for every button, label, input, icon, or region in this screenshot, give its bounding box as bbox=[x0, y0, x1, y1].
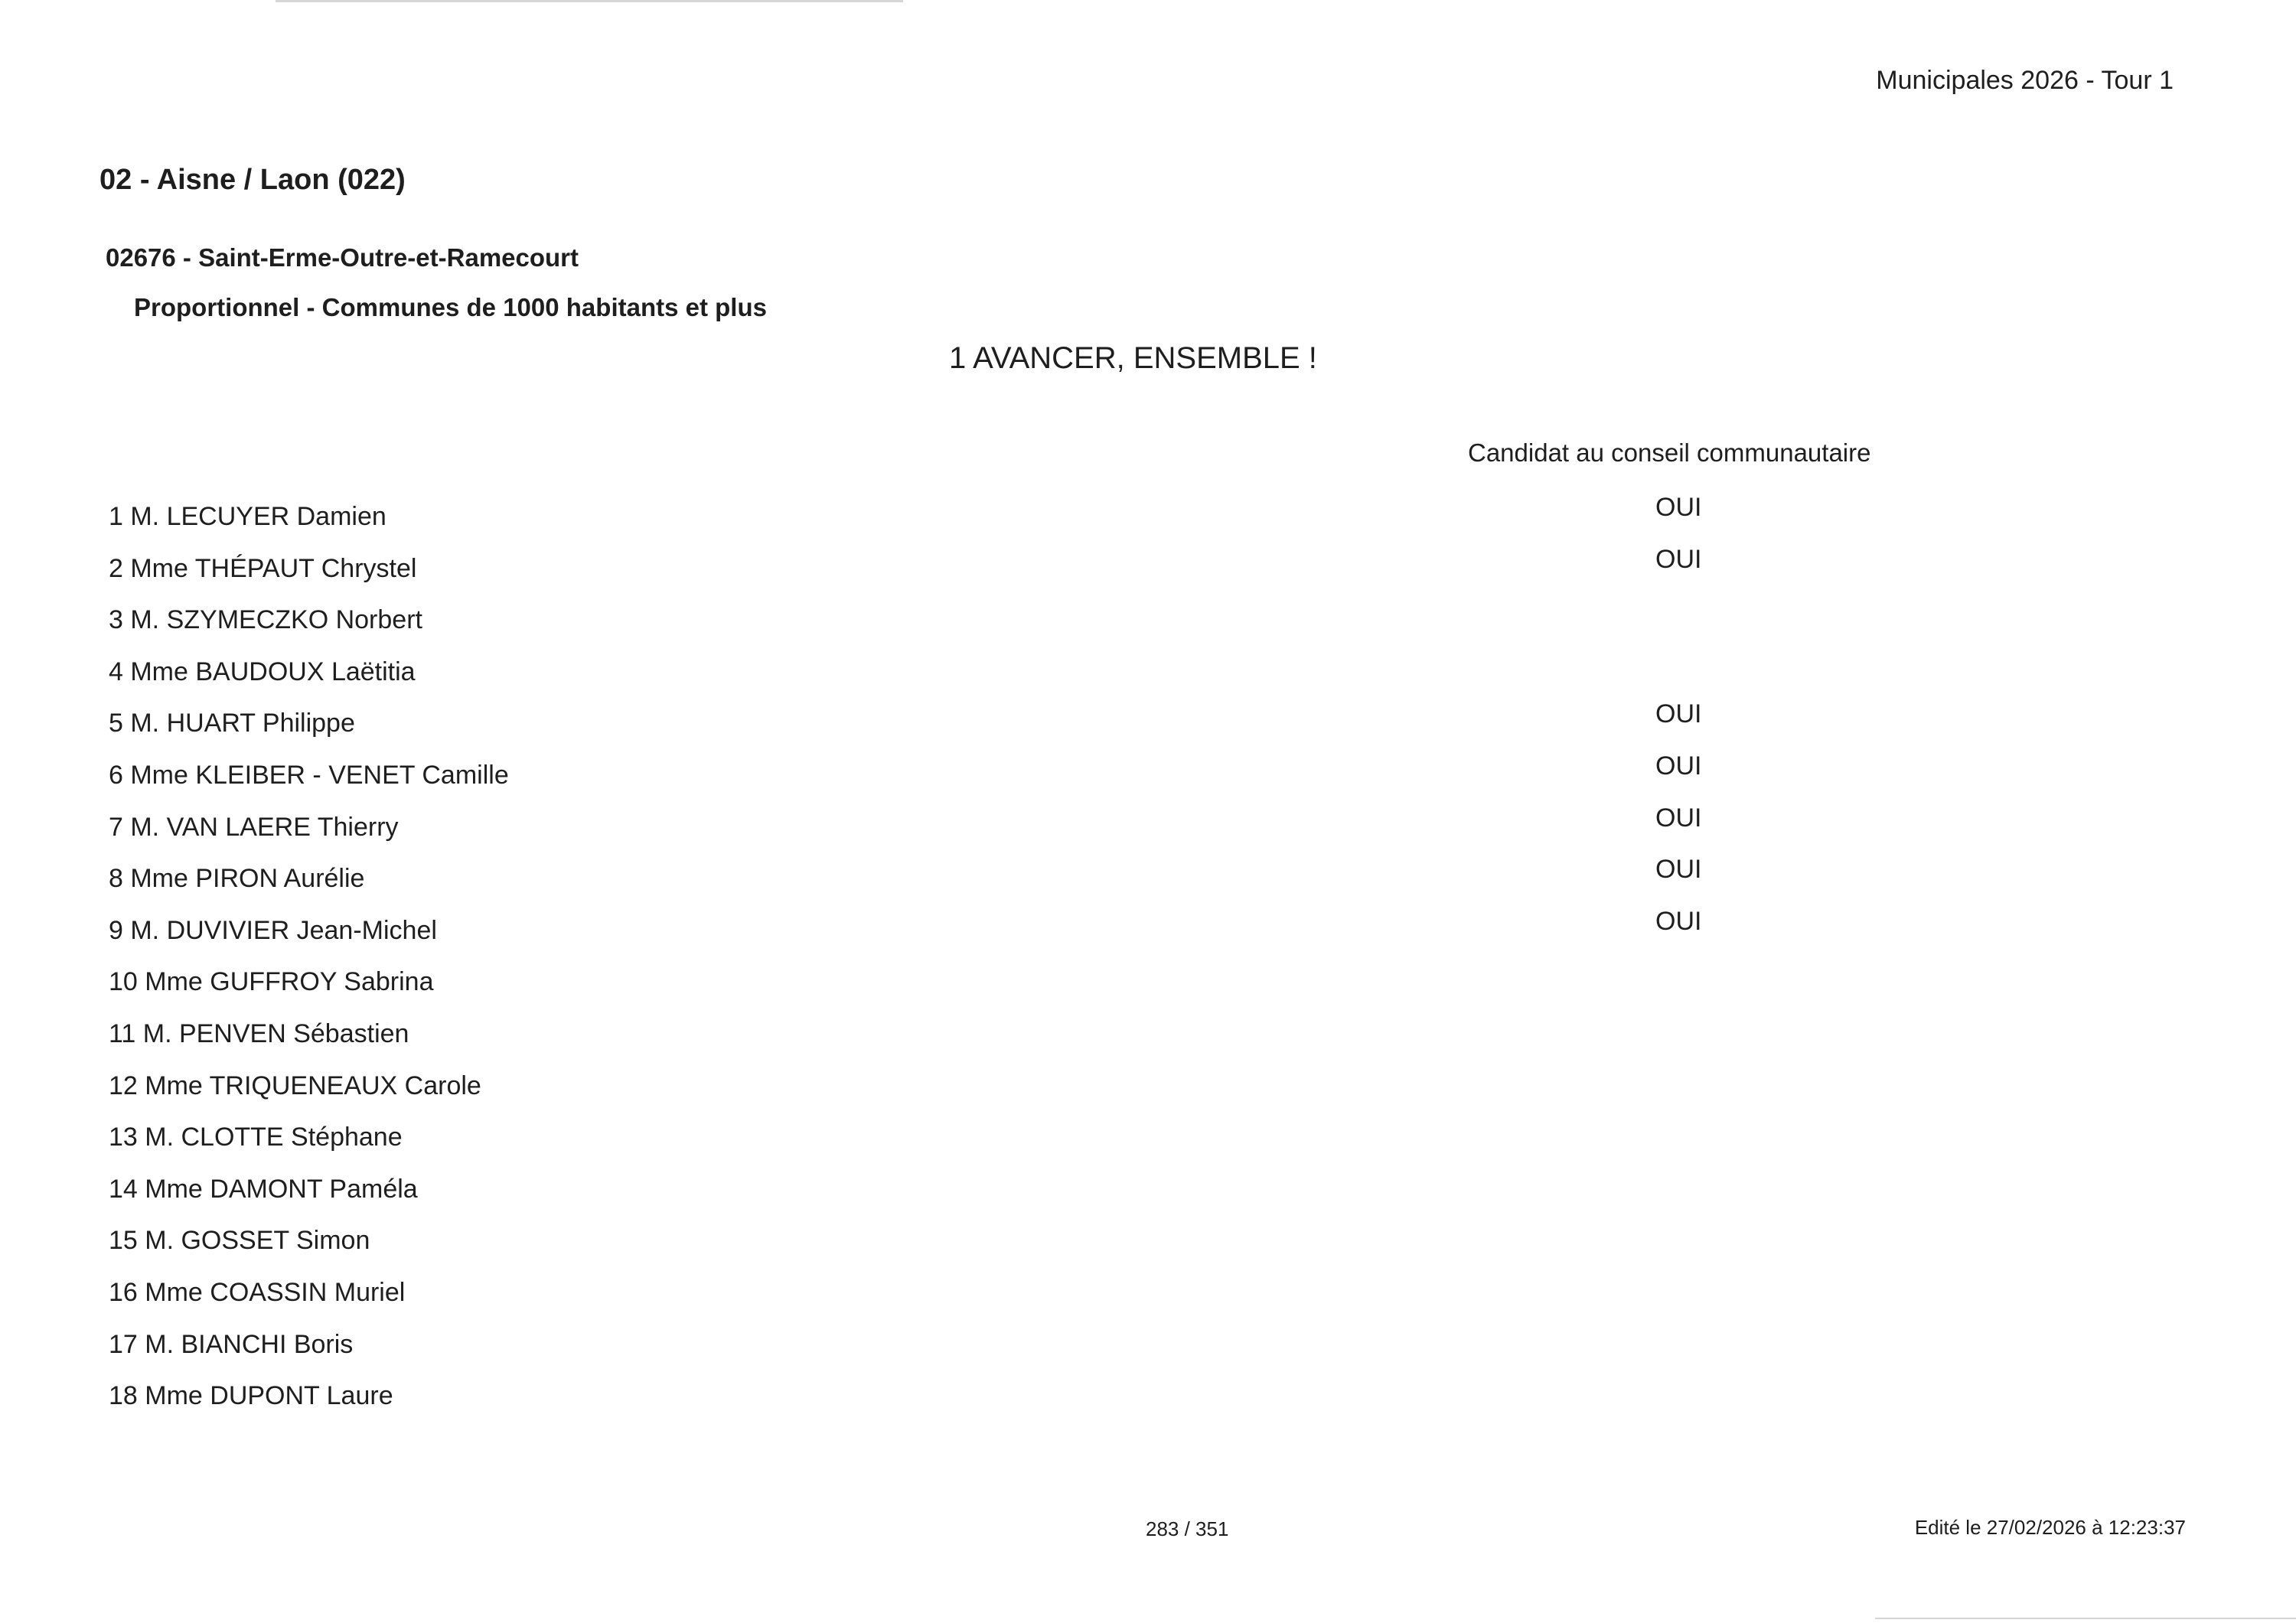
list-title: 1 AVANCER, ENSEMBLE ! bbox=[949, 341, 1317, 375]
candidate-row: 7 M. VAN LAERE Thierry bbox=[109, 813, 399, 842]
candidate-row: 18 Mme DUPONT Laure bbox=[109, 1381, 393, 1410]
candidate-row: 1 M. LECUYER Damien bbox=[109, 502, 386, 531]
communautaire-flag: OUI bbox=[1655, 751, 1702, 781]
candidate-row: 15 M. GOSSET Simon bbox=[109, 1226, 370, 1255]
communautaire-flag: OUI bbox=[1655, 493, 1702, 522]
column-header-communautaire: Candidat au conseil communautaire bbox=[1468, 438, 1871, 467]
candidate-row: 6 Mme KLEIBER - VENET Camille bbox=[109, 761, 509, 790]
communautaire-flag: OUI bbox=[1655, 803, 1702, 833]
communautaire-flag: OUI bbox=[1655, 545, 1702, 574]
communautaire-flag: OUI bbox=[1655, 855, 1702, 884]
edition-timestamp: Edité le 27/02/2026 à 12:23:37 bbox=[1914, 1516, 2186, 1539]
commune-heading: 02676 - Saint-Erme-Outre-et-Ramecourt bbox=[106, 243, 579, 272]
candidate-row: 16 Mme COASSIN Muriel bbox=[109, 1278, 406, 1307]
communautaire-flag: OUI bbox=[1655, 699, 1702, 728]
scan-artifact-top bbox=[276, 0, 903, 2]
candidate-row: 13 M. CLOTTE Stéphane bbox=[109, 1123, 403, 1152]
page-number: 283 / 351 bbox=[1146, 1517, 1229, 1540]
election-title: Municipales 2026 - Tour 1 bbox=[1876, 66, 2174, 95]
voting-mode: Proportionnel - Communes de 1000 habitants et plus bbox=[134, 293, 767, 321]
candidate-row: 3 M. SZYMECZKO Norbert bbox=[109, 605, 422, 634]
candidate-row: 10 Mme GUFFROY Sabrina bbox=[109, 967, 434, 996]
candidate-row: 14 Mme DAMONT Paméla bbox=[109, 1175, 418, 1204]
candidate-row: 9 M. DUVIVIER Jean-Michel bbox=[109, 916, 437, 945]
candidate-row: 5 M. HUART Philippe bbox=[109, 709, 355, 738]
candidate-row: 12 Mme TRIQUENEAUX Carole bbox=[109, 1071, 481, 1100]
department-heading: 02 - Aisne / Laon (022) bbox=[99, 164, 406, 196]
scan-artifact-bottom bbox=[1875, 1618, 2296, 1619]
candidate-row: 8 Mme PIRON Aurélie bbox=[109, 864, 365, 893]
candidate-row: 4 Mme BAUDOUX Laëtitia bbox=[109, 657, 416, 686]
communautaire-flag: OUI bbox=[1655, 907, 1702, 936]
candidate-row: 11 M. PENVEN Sébastien bbox=[109, 1019, 409, 1048]
candidate-row: 2 Mme THÉPAUT Chrystel bbox=[109, 554, 417, 583]
candidate-row: 17 M. BIANCHI Boris bbox=[109, 1330, 354, 1359]
